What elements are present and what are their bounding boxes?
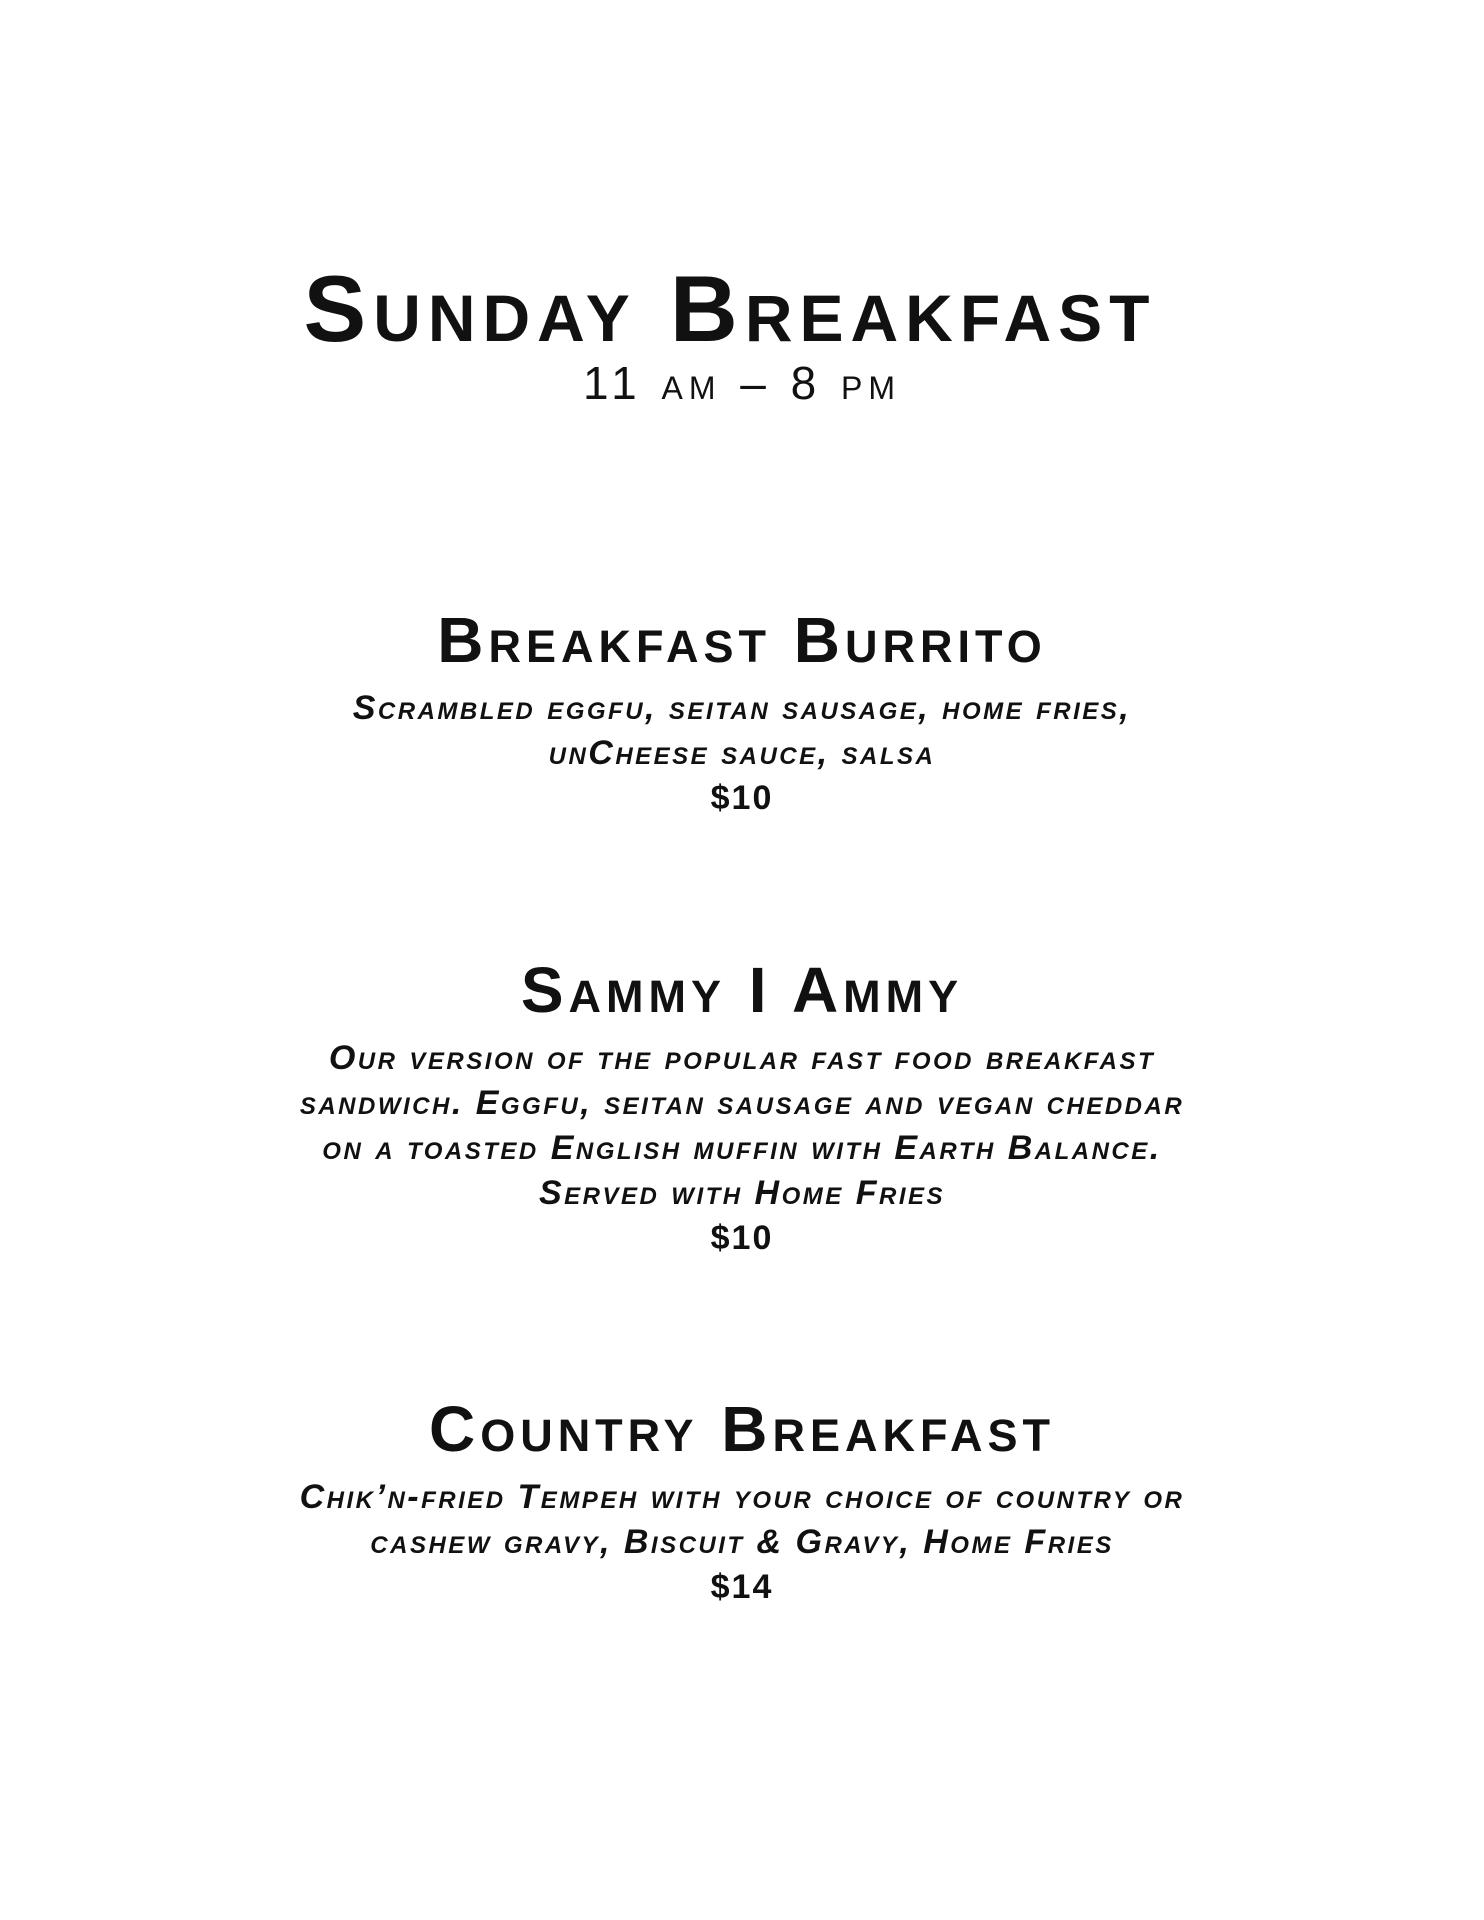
item-description-line: unCheese sauce, salsa [548, 734, 936, 772]
item-description-line: Served with Home Fries [538, 1174, 946, 1212]
item-name: Sammy I Ammy [520, 954, 964, 1026]
item-price: $10 [710, 779, 774, 817]
menu-hours: 11 am – 8 pm [582, 357, 902, 409]
item-description-line: Scrambled eggfu, seitan sausage, home fries, [352, 689, 1132, 727]
item-price: $10 [710, 1219, 774, 1257]
item-price: $14 [710, 1568, 774, 1606]
item-description-line: Our version of the popular fast food breakfast [328, 1039, 1156, 1077]
item-name: Breakfast Burrito [437, 604, 1047, 676]
item-description-line: sandwich. Eggfu, seitan sausage and vegan cheddar [299, 1084, 1185, 1122]
item-description [0, 1036, 1484, 1216]
item-description [0, 686, 1484, 776]
menu-title: Sunday Breakfast [303, 256, 1157, 361]
item-description-line: cashew gravy, Biscuit & Gravy, Home Fries [370, 1523, 1114, 1561]
item-description-line: Chik’n-fried Tempeh with your choice of country or [299, 1478, 1185, 1516]
menu-item-breakfast-burrito [0, 604, 1484, 820]
menu-item-country-breakfast [0, 1393, 1484, 1609]
item-description-line: on a toasted English muffin with Earth Balance. [322, 1129, 1162, 1167]
menu-item-sammy-i-ammy [0, 954, 1484, 1260]
item-description [0, 1475, 1484, 1565]
item-name: Country Breakfast [428, 1393, 1056, 1465]
